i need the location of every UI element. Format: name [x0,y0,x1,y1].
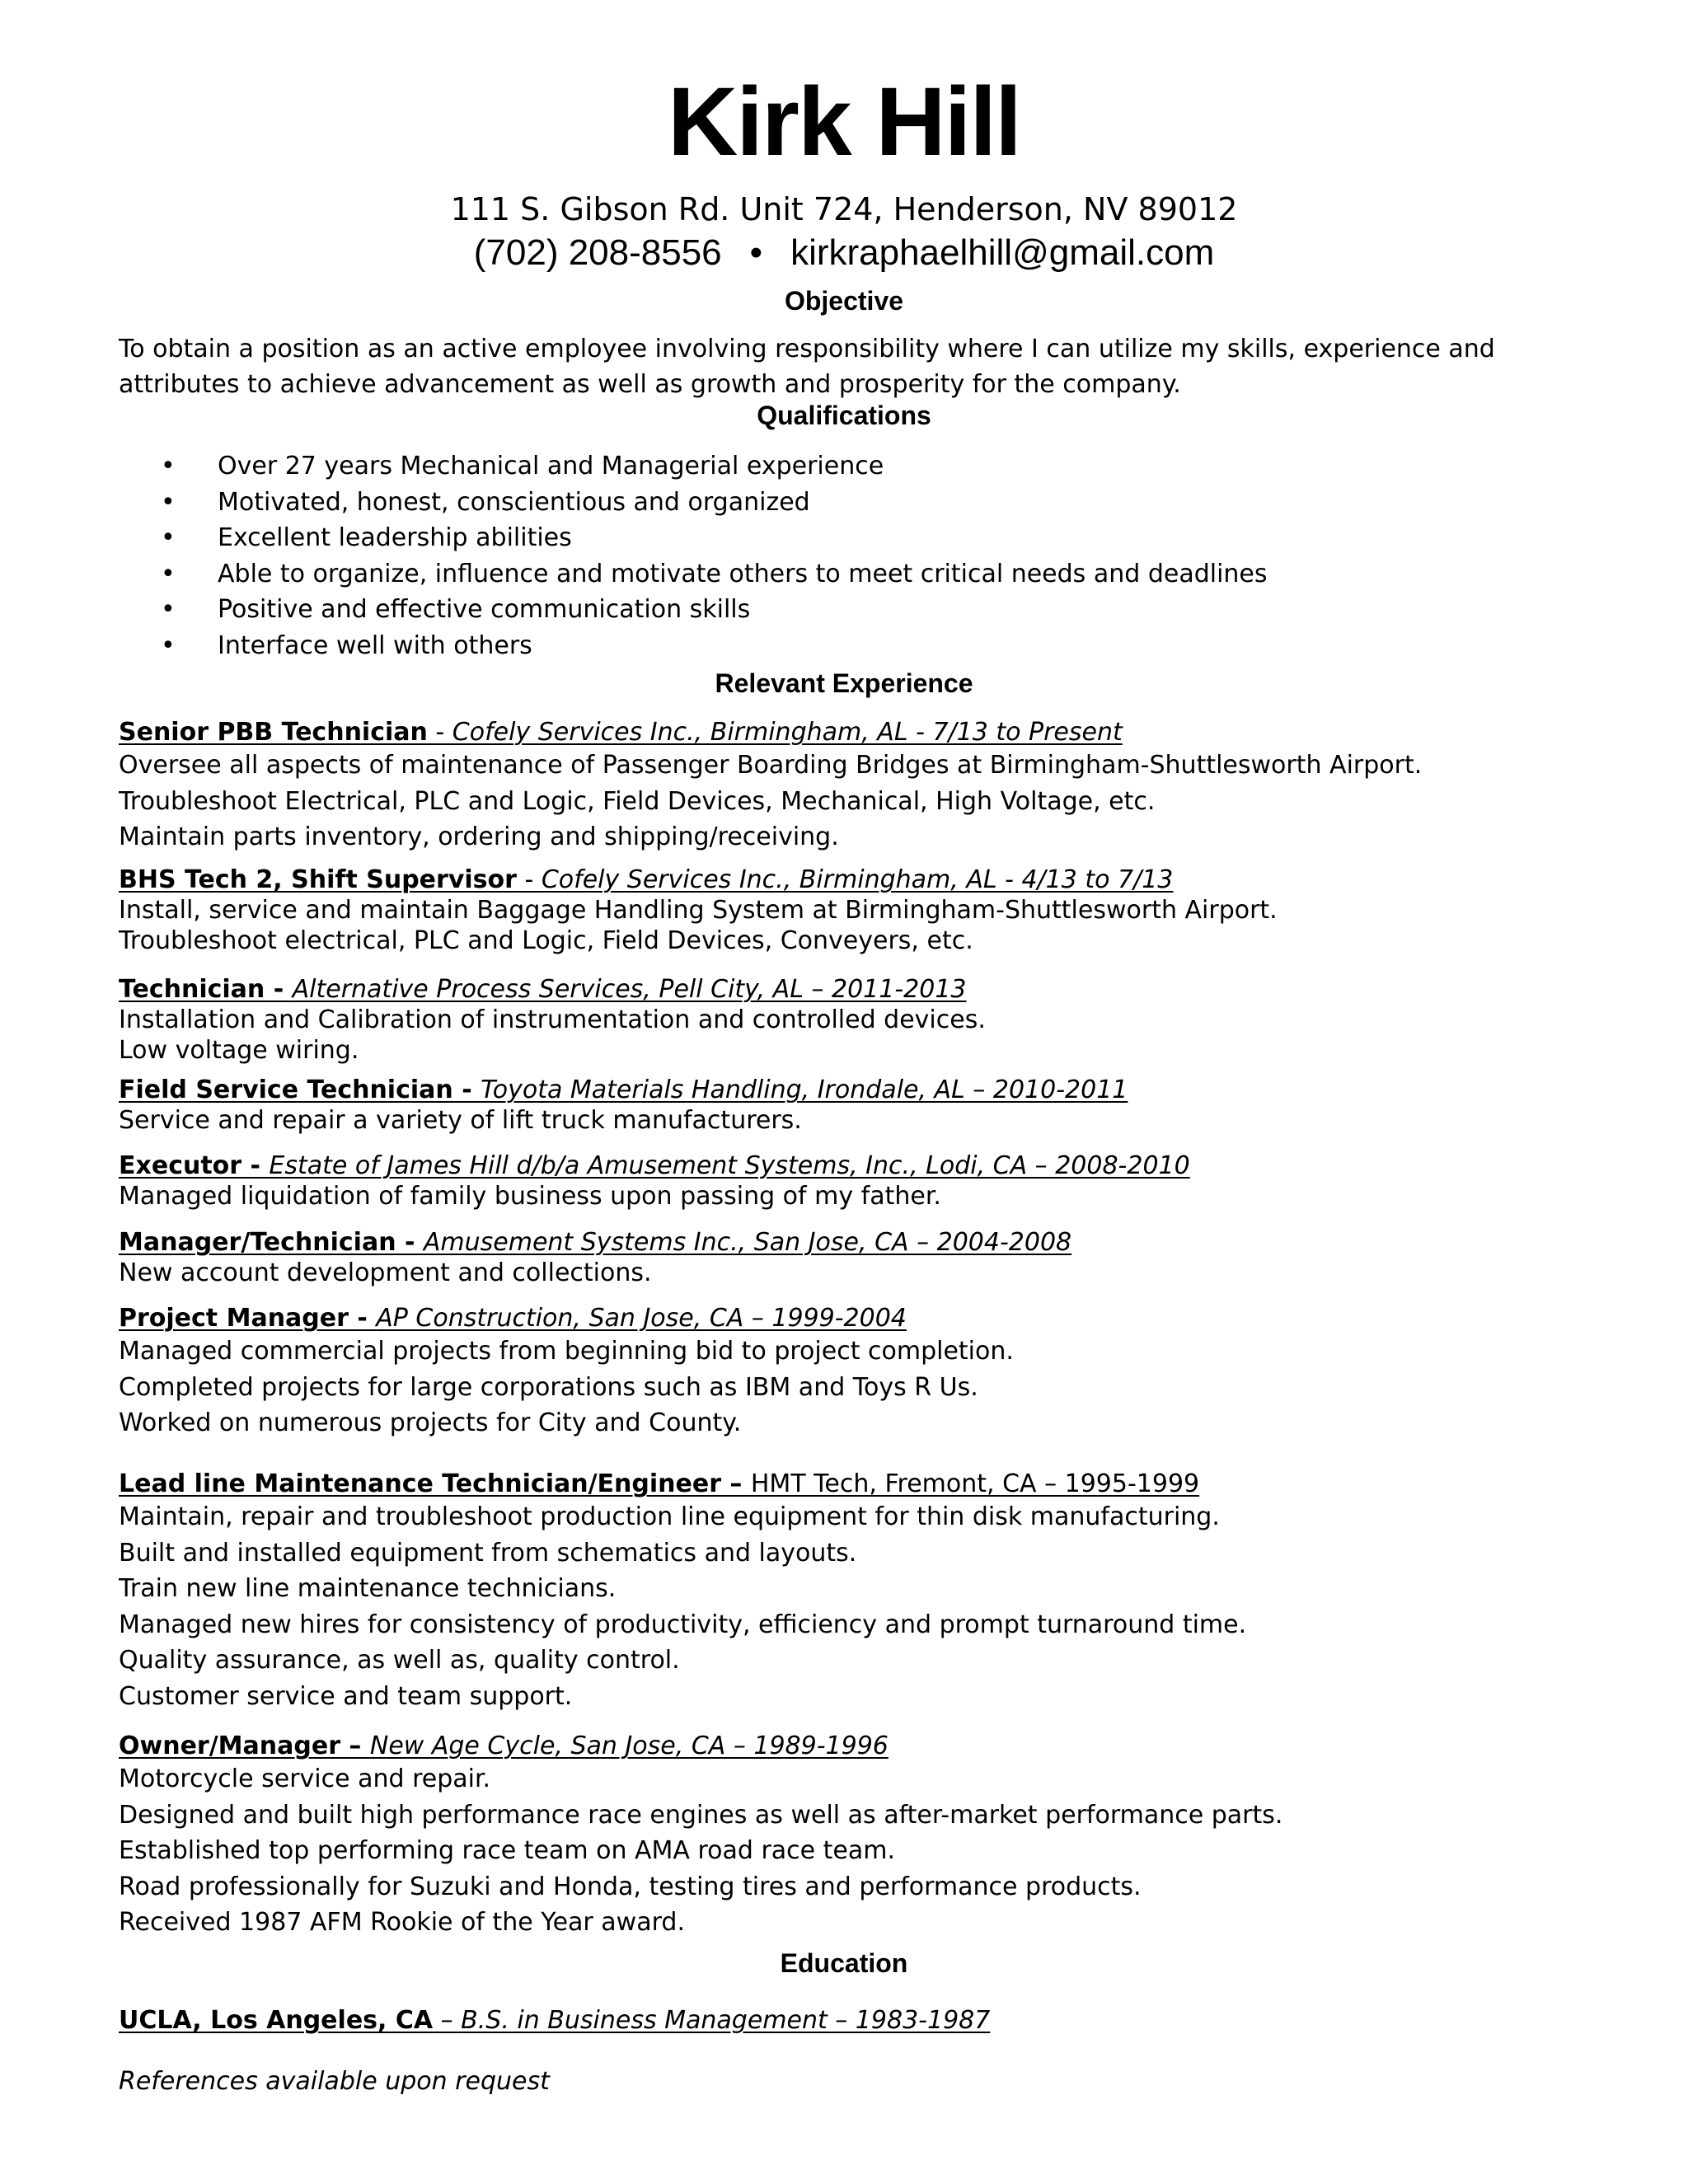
job-entry [119,718,1602,855]
job-description-line: Worked on numerous projects for City and County. [119,1408,742,1437]
education-entry [119,2006,990,2036]
job-organization: Amusement Systems Inc., San Jose, CA – 2004-2008 [423,1228,1072,1257]
job-header [119,1151,1602,1181]
job-description-line: Installation and Calibration of instrumentation and controlled devices. [119,1005,986,1034]
job-description-line: Customer service and team support. [119,1681,573,1711]
job-description-line: Completed projects for large corporations such as IBM and Toys R Us. [119,1372,978,1402]
job-organization: AP Construction, San Jose, CA – 1999-2004 [376,1304,907,1333]
job-organization: Cofely Services Inc., Birmingham, AL - 4/13 to 7/13 [541,865,1174,894]
job-organization: Estate of James Hill d/b/a Amusement Systems, Inc., Lodi, CA – 2008-2010 [269,1151,1190,1180]
job-entry [119,1151,1602,1212]
job-entry [119,1076,1602,1136]
list-item [157,628,1268,664]
job-description-line: Train new line maintenance technicians. [119,1574,617,1603]
job-title: Owner/Manager – [119,1732,370,1760]
qualifications-list [157,448,1268,663]
experience-heading: Relevant Experience [715,668,973,698]
job-title: Executor - [119,1151,270,1180]
job-description-line: Service and repair a variety of lift truck manufacturers. [119,1106,802,1135]
bullet-icon: • [161,630,176,660]
job-header [119,975,1602,1005]
job-description-line: Managed commercial projects from beginning bid to project completion. [119,1337,1014,1366]
qualification-text: Positive and effective communication skills [218,595,751,624]
job-separator: - [516,865,542,894]
candidate-name: Kirk Hill [668,68,1020,176]
job-description-line: Install, service and maintain Baggage Handling System at Birmingham-Shuttlesworth Airport. [119,896,1278,925]
contact-line [0,231,1688,275]
qualifications-heading: Qualifications [757,401,931,430]
job-title: Lead line Maintenance Technician/Engineer – [119,1469,751,1498]
job-title: Field Service Technician - [119,1076,481,1104]
job-description-line: Troubleshoot electrical, PLC and Logic, Field Devices, Conveyers, etc. [119,926,973,955]
address: 111 S. Gibson Rd. Unit 724, Henderson, NV 89012 [450,191,1238,227]
job-header [119,1732,1602,1761]
bullet-separator: • [749,232,763,273]
objective-heading: Objective [784,286,904,316]
job-header [119,1228,1602,1258]
job-title: BHS Tech 2, Shift Supervisor [119,865,517,894]
bullet-icon: • [161,523,176,552]
job-description-line: Oversee all aspects of maintenance of Passenger Boarding Bridges at Birmingham-Shuttlesworth Airport. [119,751,1423,780]
bullet-icon: • [161,559,176,588]
qualification-text: Excellent leadership abilities [218,523,572,552]
school-name: UCLA, Los Angeles, CA [119,2006,434,2035]
list-item [157,556,1268,593]
job-entry [119,1469,1602,1714]
job-description-line: Low voltage wiring. [119,1036,359,1065]
job-description-line: Managed new hires for consistency of productivity, efficiency and prompt turnaround time. [119,1610,1247,1639]
education-separator: – [433,2006,462,2035]
qualification-text: Over 27 years Mechanical and Managerial experience [218,452,884,480]
job-entry [119,1228,1602,1288]
job-description-line: Quality assurance, as well as, quality control. [119,1646,680,1675]
references-note: References available upon request [119,2067,550,2096]
list-item [157,592,1268,628]
job-header [119,1469,1602,1499]
bullet-icon: • [161,487,176,517]
qualification-text: Able to organize, influence and motivate others to meet critical needs and deadlines [218,559,1268,588]
list-item [157,520,1268,556]
job-title: Project Manager - [119,1304,377,1333]
job-description-line: Received 1987 AFM Rookie of the Year award. [119,1908,685,1937]
job-description-line: Maintain, repair and troubleshoot production line equipment for thin disk manufacturing. [119,1502,1220,1531]
job-description-line: New account development and collections. [119,1258,652,1287]
bullet-icon: • [161,595,176,624]
job-entry [119,865,1602,956]
job-description-line: Troubleshoot Electrical, PLC and Logic, Field Devices, Mechanical, High Voltage, etc. [119,786,1156,816]
job-entry [119,1304,1602,1441]
job-description-line: Established top performing race team on AMA road race team. [119,1836,896,1865]
job-organization: Toyota Materials Handling, Irondale, AL – 2010-2011 [481,1076,1128,1104]
degree: B.S. in Business Management – 1983-1987 [461,2006,991,2035]
job-entry [119,1732,1602,1941]
job-separator: - [427,718,452,747]
list-item [157,448,1268,485]
job-description-line: Maintain parts inventory, ordering and shipping/receiving. [119,823,839,851]
education-heading: Education [780,1948,908,1978]
job-description-line: Road professionally for Suzuki and Honda, testing tires and performance products. [119,1872,1142,1901]
job-title: Technician - [119,975,293,1004]
list-item [157,485,1268,521]
job-header [119,865,1602,895]
job-title: Senior PBB Technician [119,718,428,747]
phone-number: (702) 208-8556 [473,232,722,273]
job-organization: Alternative Process Services, Pell City, AL – 2011-2013 [292,975,967,1004]
job-description-line: Motorcycle service and repair. [119,1765,491,1793]
job-header [119,1076,1602,1105]
qualification-text: Motivated, honest, conscientious and organized [218,487,810,517]
job-entry [119,975,1602,1066]
bullet-icon: • [161,452,176,480]
job-title: Manager/Technician - [119,1228,424,1257]
job-description-line: Built and installed equipment from schematics and layouts. [119,1538,857,1568]
job-description-line: Designed and built high performance race engines as well as after-market performance parts. [119,1800,1283,1830]
objective-text: To obtain a position as an active employee involving responsibility where I can utilize my skills, experience and attributes to achieve advancement as well as growth and prosperity for the company. [119,335,1495,399]
email-address: kirkraphaelhill@gmail.com [790,232,1215,273]
qualification-text: Interface well with others [218,630,532,660]
job-description-line: Managed liquidation of family business upon passing of my father. [119,1182,941,1211]
job-organization: Cofely Services Inc., Birmingham, AL - 7/13 to Present [452,718,1123,747]
job-header [119,1304,1602,1333]
job-organization: HMT Tech, Fremont, CA – 1995-1999 [750,1469,1200,1498]
job-header [119,718,1602,748]
job-organization: New Age Cycle, San Jose, CA – 1989-1996 [369,1732,889,1760]
